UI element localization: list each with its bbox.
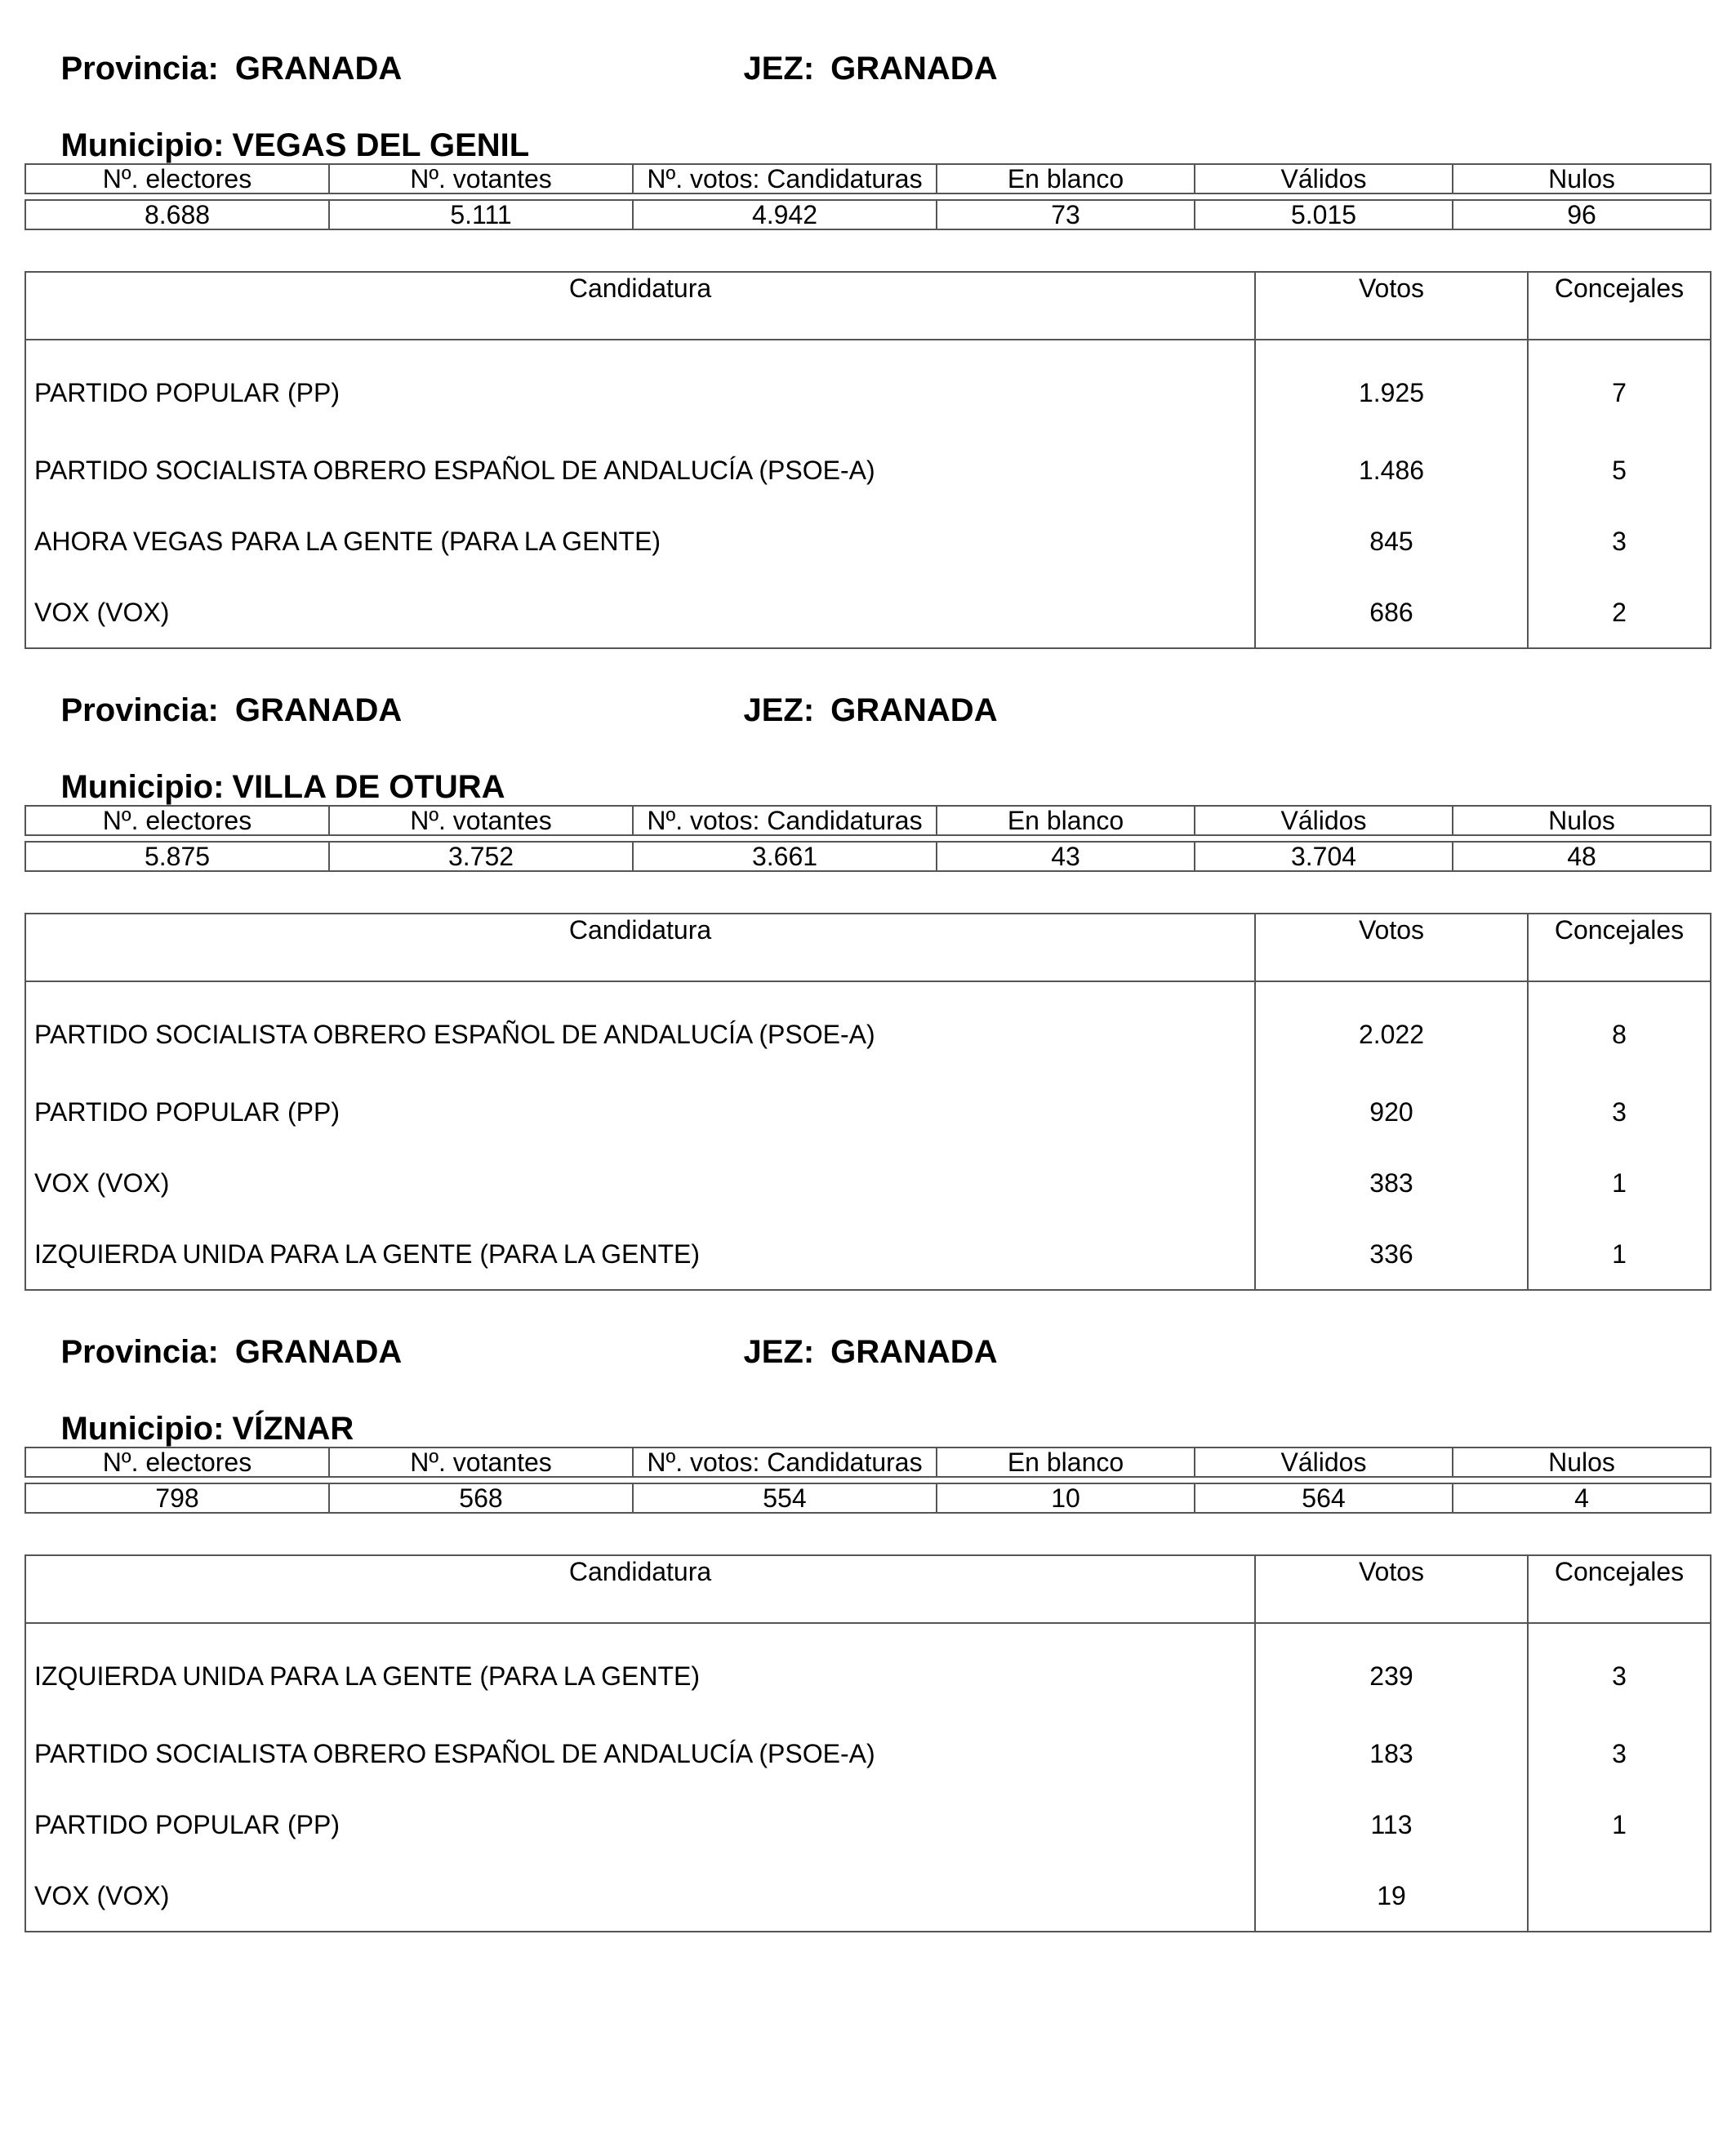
- results-header-row: [25, 914, 1711, 981]
- summary-header-cell: Nº. votantes: [329, 806, 633, 835]
- municipio-value: VILLA DE OTURA: [232, 769, 505, 805]
- concejales-cell: [1528, 1860, 1711, 1932]
- summary-value-cell: 48: [1453, 842, 1711, 871]
- candidatura-cell: IZQUIERDA UNIDA PARA LA GENTE (PARA LA GENTE): [25, 1623, 1255, 1718]
- concejales-cell: 3: [1528, 1718, 1711, 1789]
- table-row: [25, 434, 1711, 505]
- summary-table: [24, 805, 1712, 872]
- summary-header-cell: Válidos: [1195, 164, 1453, 193]
- table-row: [25, 981, 1711, 1076]
- jez-value: GRANADA: [830, 1334, 998, 1370]
- table-row: [25, 340, 1711, 434]
- provincia-value: GRANADA: [234, 692, 403, 728]
- results-header-row: [25, 272, 1711, 340]
- votos-cell: 19: [1255, 1860, 1528, 1932]
- candidatura-cell: PARTIDO POPULAR (PP): [25, 1076, 1255, 1147]
- municipio-label: Municipio:: [60, 127, 225, 163]
- summary-header-row: [25, 164, 1711, 193]
- candidatura-cell: VOX (VOX): [25, 1860, 1255, 1932]
- summary-value-row: [25, 1483, 1711, 1513]
- votos-cell: 336: [1255, 1218, 1528, 1290]
- candidatura-cell: PARTIDO SOCIALISTA OBRERO ESPAÑOL DE ANDALUCÍA (PSOE-A): [25, 434, 1255, 505]
- provincia-label: Provincia:: [60, 692, 219, 728]
- results-header-cell: Candidatura: [25, 272, 1255, 340]
- summary-value-cell: 5.015: [1195, 200, 1453, 229]
- table-row: [25, 1147, 1711, 1218]
- votos-cell: 113: [1255, 1789, 1528, 1860]
- jez-label: JEZ:: [743, 51, 815, 87]
- results-header-cell: Votos: [1255, 272, 1528, 340]
- summary-value-cell: 798: [25, 1483, 329, 1513]
- summary-value-row: [25, 842, 1711, 871]
- summary-value-cell: 3.752: [329, 842, 633, 871]
- votos-cell: 2.022: [1255, 981, 1528, 1076]
- municipality-block-vegas-del-genil: [24, 18, 1710, 627]
- municipality-block-villa-de-otura: [24, 660, 1710, 1269]
- summary-table: [24, 1447, 1712, 1514]
- jez-label: JEZ:: [743, 692, 815, 728]
- table-row: [25, 576, 1711, 648]
- results-header-cell: Concejales: [1528, 1555, 1711, 1623]
- summary-header-cell: Nº. votantes: [329, 164, 633, 193]
- summary-value-cell: 8.688: [25, 200, 329, 229]
- votos-cell: 239: [1255, 1623, 1528, 1718]
- votos-cell: 383: [1255, 1147, 1528, 1218]
- summary-table: [24, 163, 1712, 230]
- concejales-cell: 2: [1528, 576, 1711, 648]
- municipality-block-viznar: [24, 1301, 1710, 1910]
- candidatura-cell: VOX (VOX): [25, 1147, 1255, 1218]
- table-row: [25, 505, 1711, 576]
- results-table: [24, 271, 1712, 649]
- results-table: [24, 913, 1712, 1291]
- candidatura-cell: IZQUIERDA UNIDA PARA LA GENTE (PARA LA GENTE): [25, 1218, 1255, 1290]
- votos-cell: 686: [1255, 576, 1528, 648]
- municipio-label: Municipio:: [60, 769, 225, 805]
- summary-value-cell: 564: [1195, 1483, 1453, 1513]
- results-header-cell: Votos: [1255, 1555, 1528, 1623]
- votos-cell: 1.486: [1255, 434, 1528, 505]
- candidatura-cell: PARTIDO SOCIALISTA OBRERO ESPAÑOL DE ANDALUCÍA (PSOE-A): [25, 981, 1255, 1076]
- results-header-cell: Concejales: [1528, 914, 1711, 981]
- table-row: [25, 1718, 1711, 1789]
- concejales-cell: 3: [1528, 505, 1711, 576]
- municipio-value: VÍZNAR: [232, 1411, 354, 1447]
- candidatura-cell: PARTIDO POPULAR (PP): [25, 340, 1255, 434]
- summary-header-cell: En blanco: [937, 1447, 1195, 1477]
- summary-header-cell: Nº. electores: [25, 164, 329, 193]
- provincia-value: GRANADA: [234, 1334, 403, 1370]
- table-row: [25, 1860, 1711, 1932]
- votos-cell: 845: [1255, 505, 1528, 576]
- votos-cell: 1.925: [1255, 340, 1528, 434]
- provincia-label: Provincia:: [60, 51, 219, 87]
- votos-cell: 920: [1255, 1076, 1528, 1147]
- summary-value-cell: 3.661: [633, 842, 937, 871]
- summary-header-row: [25, 1447, 1711, 1477]
- candidatura-cell: PARTIDO SOCIALISTA OBRERO ESPAÑOL DE ANDALUCÍA (PSOE-A): [25, 1718, 1255, 1789]
- results-header-cell: Concejales: [1528, 272, 1711, 340]
- summary-value-cell: 10: [937, 1483, 1195, 1513]
- candidatura-cell: AHORA VEGAS PARA LA GENTE (PARA LA GENTE): [25, 505, 1255, 576]
- results-header-cell: Votos: [1255, 914, 1528, 981]
- summary-header-cell: En blanco: [937, 806, 1195, 835]
- table-row: [25, 1218, 1711, 1290]
- concejales-cell: 1: [1528, 1147, 1711, 1218]
- summary-header-cell: Nulos: [1453, 1447, 1711, 1477]
- summary-header-cell: Nº. votos: Candidaturas: [633, 806, 937, 835]
- concejales-cell: 8: [1528, 981, 1711, 1076]
- summary-header-cell: Nº. votos: Candidaturas: [633, 164, 937, 193]
- concejales-cell: 1: [1528, 1789, 1711, 1860]
- summary-header-cell: Nº. electores: [25, 806, 329, 835]
- summary-header-cell: Nº. votantes: [329, 1447, 633, 1477]
- jez-value: GRANADA: [830, 51, 998, 87]
- summary-header-cell: Nº. electores: [25, 1447, 329, 1477]
- summary-value-cell: 5.111: [329, 200, 633, 229]
- summary-header-cell: Nulos: [1453, 164, 1711, 193]
- concejales-cell: 1: [1528, 1218, 1711, 1290]
- table-row: [25, 1623, 1711, 1718]
- candidatura-cell: PARTIDO POPULAR (PP): [25, 1789, 1255, 1860]
- jez-label: JEZ:: [743, 1334, 815, 1370]
- municipio-value: VEGAS DEL GENIL: [232, 127, 530, 163]
- jez-value: GRANADA: [830, 692, 998, 728]
- concejales-cell: 5: [1528, 434, 1711, 505]
- summary-value-cell: 568: [329, 1483, 633, 1513]
- summary-value-cell: 554: [633, 1483, 937, 1513]
- jez-line: [707, 661, 998, 759]
- results-header-cell: Candidatura: [25, 914, 1255, 981]
- candidatura-cell: VOX (VOX): [25, 576, 1255, 648]
- summary-header-row: [25, 806, 1711, 835]
- summary-value-row: [25, 200, 1711, 229]
- summary-header-cell: Nulos: [1453, 806, 1711, 835]
- jez-line: [707, 1303, 998, 1401]
- summary-header-cell: En blanco: [937, 164, 1195, 193]
- municipio-label: Municipio:: [60, 1411, 225, 1447]
- results-header-cell: Candidatura: [25, 1555, 1255, 1623]
- summary-value-cell: 43: [937, 842, 1195, 871]
- summary-value-cell: 4: [1453, 1483, 1711, 1513]
- summary-header-cell: Válidos: [1195, 806, 1453, 835]
- results-header-row: [25, 1555, 1711, 1623]
- summary-value-cell: 4.942: [633, 200, 937, 229]
- concejales-cell: 7: [1528, 340, 1711, 434]
- summary-header-cell: Nº. votos: Candidaturas: [633, 1447, 937, 1477]
- results-table: [24, 1554, 1712, 1932]
- summary-header-cell: Válidos: [1195, 1447, 1453, 1477]
- summary-value-cell: 73: [937, 200, 1195, 229]
- provincia-label: Provincia:: [60, 1334, 219, 1370]
- jez-line: [707, 20, 998, 118]
- table-row: [25, 1789, 1711, 1860]
- concejales-cell: 3: [1528, 1076, 1711, 1147]
- table-row: [25, 1076, 1711, 1147]
- summary-value-cell: 96: [1453, 200, 1711, 229]
- provincia-value: GRANADA: [234, 51, 403, 87]
- concejales-cell: 3: [1528, 1623, 1711, 1718]
- summary-value-cell: 3.704: [1195, 842, 1453, 871]
- votos-cell: 183: [1255, 1718, 1528, 1789]
- summary-value-cell: 5.875: [25, 842, 329, 871]
